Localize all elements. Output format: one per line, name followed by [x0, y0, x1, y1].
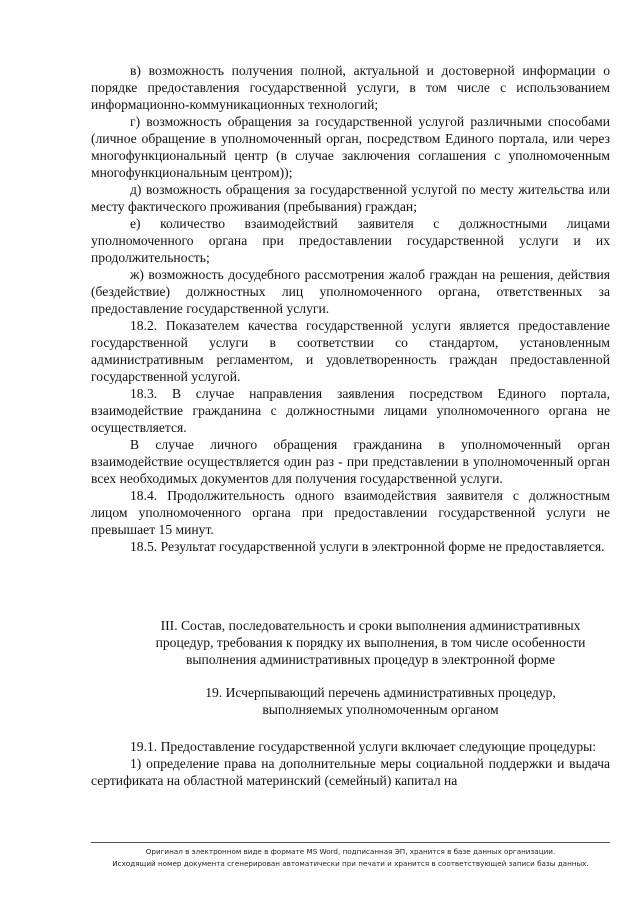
paragraph-19-1: 19.1. Предоставление государственной услуги включает следующие процедуры: — [130, 739, 597, 754]
sub-heading-line: выполняемых уполномоченным органом — [262, 702, 499, 717]
section-heading-III — [91, 617, 610, 668]
section-heading-line: III. Состав, последовательность и сроки выполнения административных — [160, 618, 581, 633]
section-heading-line: выполнения административных процедур в электронной форме — [185, 652, 556, 667]
footer-line-number: Исходящий номер документа сгенерирован автоматически при печати и хранится в соответствующей записи базы данных. — [112, 859, 589, 868]
paragraph-18-5: 18.5. Результат государственной услуги в электронной форме не предоставляется. — [130, 539, 605, 554]
paragraph-18-4: 18.4. Продолжительность одного взаимодействия заявителя с должностным лицом уполномоченного органа при предоставлении государственной услуги не превышает 15 минут. — [91, 488, 610, 537]
paragraph-item-d: д) возможность обращения за государственной услугой по месту жительства или месту фактического проживания (пребывания) граждан; — [91, 182, 610, 214]
footer-line-original: Оригинал в электронном виде в формате MS Word, подписанная ЭП, хранится в базе данных организации. — [145, 847, 556, 856]
footer-divider — [91, 842, 610, 843]
paragraph-18-3: 18.3. В случае направления заявления посредством Единого портала, взаимодействие гражданина с должностными лицами уполномоченного органа не осуществляется. — [91, 386, 610, 435]
paragraph-18-2: 18.2. Показателем качества государственной услуги является предоставление государственной услуги в соответствии со стандартом, установленным административным регламентом, и удовлетворенность граждан предоставленной государственной услугой. — [91, 318, 610, 384]
paragraph-personal-appeal: В случае личного обращения гражданина в уполномоченный орган взаимодействие осуществляется один раз - при представлении в уполномоченный орган всех необходимых документов для получения государственной услуги. — [91, 437, 610, 486]
paragraph-item-e: е) количество взаимодействий заявителя с должностными лицами уполномоченного органа при предоставлении государственной услуги и их продолжительность; — [91, 216, 610, 265]
document-body — [91, 62, 610, 555]
sub-heading-line: 19. Исчерпывающий перечень административных процедур, — [205, 685, 556, 700]
paragraph-procedure-1: 1) определение права на дополнительные меры социальной поддержки и выдача сертификата на областной материнский (семейный) капитал на — [91, 756, 610, 788]
paragraph-item-v: в) возможность получения полной, актуальной и достоверной информации о порядке предоставления государственной услуги, в том числе с использованием информационно-коммуникационных технологий; — [91, 63, 610, 112]
section-heading-line: процедур, требования к порядку их выполнения, в том числе особенности — [155, 635, 586, 650]
page-footer — [91, 846, 610, 870]
paragraph-item-zh: ж) возможность досудебного рассмотрения жалоб граждан на решения, действия (бездействие) должностных лиц уполномоченного органа, ответственных за предоставление государственной услуги. — [91, 267, 610, 316]
paragraph-item-g: г) возможность обращения за государственной услугой различными способами (личное обращение в уполномоченный орган, посредством Единого портала, или через многофункциональный центр (в случае заключения соглашения с уполномоченным многофункциональным центром)); — [91, 114, 610, 180]
section-19-body — [91, 738, 610, 789]
sub-heading-19 — [91, 684, 610, 718]
